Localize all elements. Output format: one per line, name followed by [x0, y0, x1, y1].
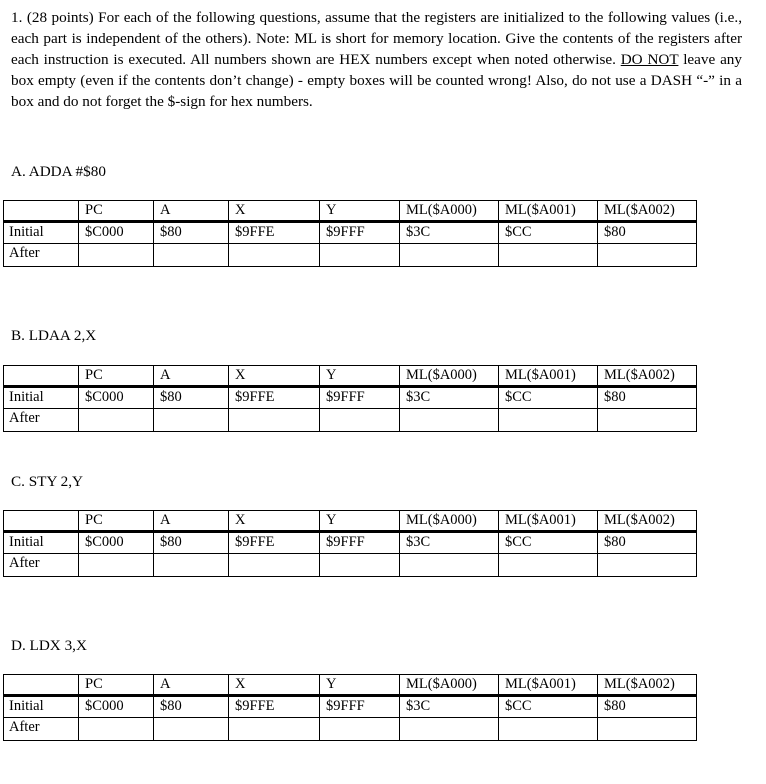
initial-pc: $C000 — [79, 222, 154, 244]
after-ml-a000-cell[interactable] — [400, 554, 499, 577]
header-pc: PC — [79, 675, 154, 696]
intro-underlined: DO NOT — [620, 51, 679, 68]
after-y-cell[interactable] — [320, 409, 400, 432]
after-ml-a002-cell[interactable] — [598, 244, 697, 267]
section-b-table — [3, 365, 697, 432]
after-label: After — [4, 718, 79, 741]
header-ml-a001: ML($A001) — [499, 511, 598, 532]
header-cell — [4, 675, 79, 696]
after-x-cell[interactable] — [229, 409, 320, 432]
initial-y: $9FFF — [320, 696, 400, 718]
section-d-table — [3, 674, 697, 741]
section-a-table — [3, 200, 697, 267]
section-c-table — [3, 510, 697, 577]
initial-ml-a000: $3C — [400, 532, 499, 554]
header-a: A — [154, 675, 229, 696]
after-row — [4, 554, 697, 577]
header-y: Y — [320, 511, 400, 532]
after-pc-cell[interactable] — [79, 554, 154, 577]
initial-a: $80 — [154, 222, 229, 244]
initial-x: $9FFE — [229, 532, 320, 554]
after-a-cell[interactable] — [154, 409, 229, 432]
initial-pc: $C000 — [79, 532, 154, 554]
header-pc: PC — [79, 511, 154, 532]
initial-a: $80 — [154, 532, 229, 554]
after-a-cell[interactable] — [154, 718, 229, 741]
header-x: X — [229, 366, 320, 387]
header-row — [4, 201, 697, 222]
initial-a: $80 — [154, 387, 229, 409]
header-y: Y — [320, 201, 400, 222]
initial-y: $9FFF — [320, 387, 400, 409]
after-ml-a000-cell[interactable] — [400, 244, 499, 267]
after-row — [4, 409, 697, 432]
header-row — [4, 675, 697, 696]
initial-label: Initial — [4, 387, 79, 409]
after-ml-a002-cell[interactable] — [598, 554, 697, 577]
after-pc-cell[interactable] — [79, 409, 154, 432]
after-y-cell[interactable] — [320, 718, 400, 741]
intro-text-1: 1. (28 points) For each of the following questions, assume that the registers are initialized to the following values (i.e., each part is independent of the others). Note: ML is short for memory location. Give the contents of the registers after each instruction is executed. All numbers shown are HEX numbers except when noted otherwise. — [11, 9, 742, 68]
problem-statement — [11, 7, 742, 112]
header-a: A — [154, 511, 229, 532]
after-y-cell[interactable] — [320, 554, 400, 577]
initial-ml-a000: $3C — [400, 696, 499, 718]
header-ml-a001: ML($A001) — [499, 366, 598, 387]
after-y-cell[interactable] — [320, 244, 400, 267]
header-ml-a002: ML($A002) — [598, 511, 697, 532]
after-x-cell[interactable] — [229, 554, 320, 577]
header-ml-a001: ML($A001) — [499, 201, 598, 222]
initial-y: $9FFF — [320, 532, 400, 554]
header-y: Y — [320, 366, 400, 387]
after-ml-a000-cell[interactable] — [400, 718, 499, 741]
header-cell — [4, 366, 79, 387]
initial-ml-a001: $CC — [499, 222, 598, 244]
after-label: After — [4, 554, 79, 577]
initial-x: $9FFE — [229, 696, 320, 718]
after-ml-a000-cell[interactable] — [400, 409, 499, 432]
initial-ml-a002: $80 — [598, 696, 697, 718]
header-ml-a000: ML($A000) — [400, 511, 499, 532]
initial-label: Initial — [4, 532, 79, 554]
after-x-cell[interactable] — [229, 718, 320, 741]
header-x: X — [229, 511, 320, 532]
initial-x: $9FFE — [229, 387, 320, 409]
initial-ml-a001: $CC — [499, 696, 598, 718]
header-x: X — [229, 201, 320, 222]
after-a-cell[interactable] — [154, 554, 229, 577]
initial-label: Initial — [4, 696, 79, 718]
initial-pc: $C000 — [79, 696, 154, 718]
after-label: After — [4, 409, 79, 432]
initial-row — [4, 696, 697, 718]
section-c-title: C. STY 2,Y — [11, 473, 84, 490]
header-ml-a002: ML($A002) — [598, 201, 697, 222]
after-ml-a001-cell[interactable] — [499, 244, 598, 267]
after-row — [4, 718, 697, 741]
header-ml-a001: ML($A001) — [499, 675, 598, 696]
header-cell — [4, 511, 79, 532]
after-label: After — [4, 244, 79, 267]
header-a: A — [154, 201, 229, 222]
initial-ml-a001: $CC — [499, 387, 598, 409]
initial-label: Initial — [4, 222, 79, 244]
initial-ml-a000: $3C — [400, 222, 499, 244]
header-pc: PC — [79, 201, 154, 222]
after-ml-a001-cell[interactable] — [499, 554, 598, 577]
initial-ml-a000: $3C — [400, 387, 499, 409]
section-b-title: B. LDAA 2,X — [11, 327, 97, 344]
initial-row — [4, 222, 697, 244]
initial-pc: $C000 — [79, 387, 154, 409]
after-x-cell[interactable] — [229, 244, 320, 267]
initial-ml-a002: $80 — [598, 387, 697, 409]
initial-y: $9FFF — [320, 222, 400, 244]
section-d-title: D. LDX 3,X — [11, 637, 87, 654]
initial-x: $9FFE — [229, 222, 320, 244]
header-ml-a000: ML($A000) — [400, 366, 499, 387]
initial-a: $80 — [154, 696, 229, 718]
header-ml-a000: ML($A000) — [400, 675, 499, 696]
header-ml-a002: ML($A002) — [598, 366, 697, 387]
after-row — [4, 244, 697, 267]
header-row — [4, 366, 697, 387]
initial-ml-a002: $80 — [598, 532, 697, 554]
header-cell — [4, 201, 79, 222]
initial-ml-a001: $CC — [499, 532, 598, 554]
header-row — [4, 511, 697, 532]
after-ml-a002-cell[interactable] — [598, 409, 697, 432]
after-ml-a001-cell[interactable] — [499, 409, 598, 432]
initial-row — [4, 387, 697, 409]
after-a-cell[interactable] — [154, 244, 229, 267]
header-y: Y — [320, 675, 400, 696]
header-ml-a002: ML($A002) — [598, 675, 697, 696]
after-ml-a002-cell[interactable] — [598, 718, 697, 741]
initial-row — [4, 532, 697, 554]
initial-ml-a002: $80 — [598, 222, 697, 244]
header-x: X — [229, 675, 320, 696]
after-pc-cell[interactable] — [79, 244, 154, 267]
header-pc: PC — [79, 366, 154, 387]
header-a: A — [154, 366, 229, 387]
header-ml-a000: ML($A000) — [400, 201, 499, 222]
after-ml-a001-cell[interactable] — [499, 718, 598, 741]
after-pc-cell[interactable] — [79, 718, 154, 741]
intro-text-2: leave any box empty (even if the contents don’t change) - empty boxes will be counted wrong! Also, do not use a DASH “-” in a box and do not forget the $-sign for hex numbers. — [11, 51, 742, 110]
section-a-title: A. ADDA #$80 — [11, 163, 106, 180]
